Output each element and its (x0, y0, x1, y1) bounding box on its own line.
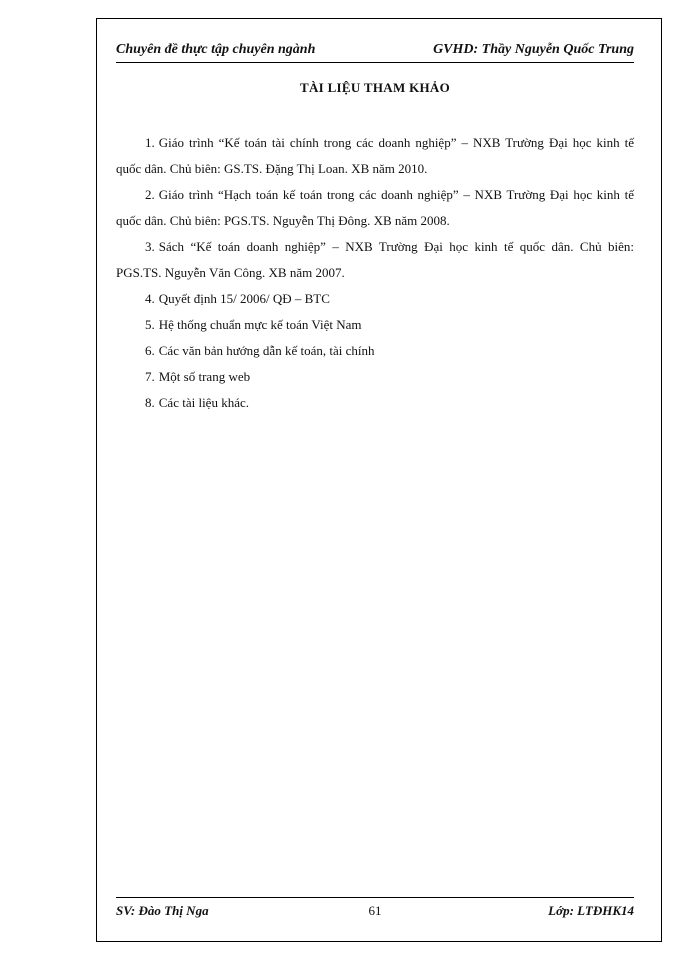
reference-item (116, 182, 634, 234)
reference-number: 7. (145, 369, 155, 384)
reference-number: 1. (145, 135, 155, 150)
reference-item (116, 364, 634, 390)
reference-item (116, 338, 634, 364)
footer-student: SV: Đào Thị Nga (116, 903, 209, 918)
references-title: TÀI LIỆU THAM KHẢO (300, 80, 450, 95)
reference-text: Sách “Kế toán doanh nghiệp” – NXB Trường Đại học kinh tế quốc dân. Chủ biên: PGS.TS. Nguyễn Văn Công. XB năm 2007. (116, 239, 634, 280)
references-list (116, 130, 634, 416)
page-header (116, 40, 634, 63)
reference-text: Giáo trình “Kế toán tài chính trong các doanh nghiệp” – NXB Trường Đại học kinh tế quốc dân. Chủ biên: GS.TS. Đặng Thị Loan. XB năm 2010. (116, 135, 634, 176)
reference-text: Giáo trình “Hạch toán kế toán trong các doanh nghiệp” – NXB Trường Đại học kinh tế quốc dân. Chủ biên: PGS.TS. Nguyễn Thị Đông. XB năm 2008. (116, 187, 634, 228)
reference-number: 5. (145, 317, 155, 332)
reference-text: Một số trang web (158, 369, 251, 384)
page-number: 61 (368, 903, 382, 918)
reference-text: Hệ thống chuẩn mực kế toán Việt Nam (158, 317, 362, 332)
reference-text: Quyết định 15/ 2006/ QĐ – BTC (158, 291, 330, 306)
reference-number: 3. (145, 239, 155, 254)
reference-item (116, 130, 634, 182)
reference-text: Các văn bản hướng dẫn kế toán, tài chính (158, 343, 375, 358)
reference-number: 4. (145, 291, 155, 306)
header-course-title: Chuyên đề thực tập chuyên ngành (116, 42, 316, 57)
reference-item (116, 234, 634, 286)
reference-number: 6. (145, 343, 155, 358)
reference-number: 8. (145, 395, 155, 410)
reference-item (116, 390, 634, 416)
page-footer (116, 897, 634, 922)
footer-class: Lớp: LTĐHK14 (548, 903, 634, 918)
reference-item (116, 286, 634, 312)
reference-text: Các tài liệu khác. (158, 395, 249, 410)
reference-item (116, 312, 634, 338)
header-advisor: GVHD: Thầy Nguyễn Quốc Trung (433, 42, 634, 57)
reference-number: 2. (145, 187, 155, 202)
